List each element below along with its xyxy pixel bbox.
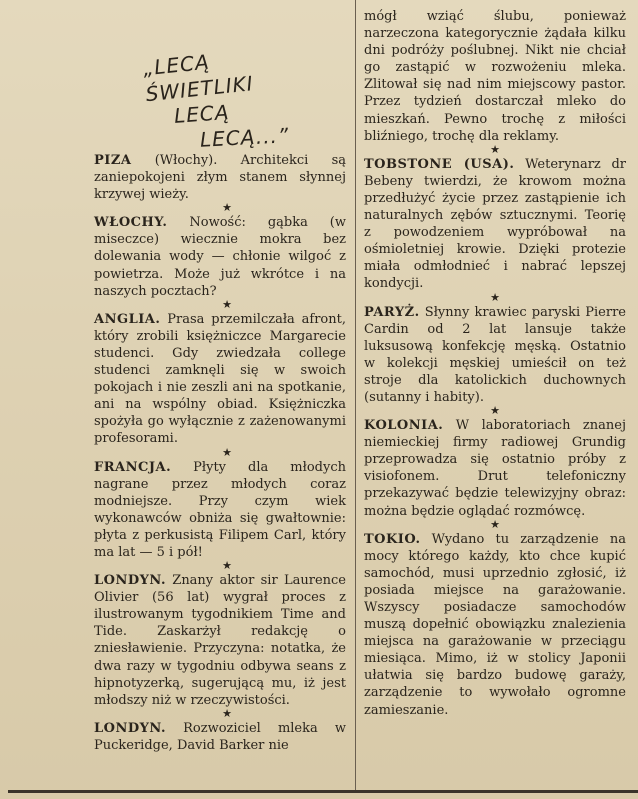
star-separator: ★ <box>222 706 232 720</box>
news-text: Prasa przemilczała afront, który zrobili księżniczce Margarecie studenci. Gdy zwiedzała college studenci zamknęli się w swoich pokojach i nie zeszli ani na spotkanie, ani na wspólny obiad. Księżniczka spożyła go wyłącznie z zażenowanymi profesorami. <box>94 311 346 447</box>
star-separator: ★ <box>490 142 500 156</box>
place-name: TOBSTONE (USA). <box>364 156 515 172</box>
bottom-rule <box>8 790 638 793</box>
left-column <box>94 152 346 754</box>
news-text: W laboratoriach znanej niemieckiej firmy radiowej Grundig przeprowadza się ostatnio próby z visiofonem. Drut telefoniczny przekazywać będzie telewizyjny obraz: można będzie oglądać rozmówcę. <box>364 418 626 519</box>
place-name: TOKIO. <box>364 531 421 547</box>
place-name: KOLONIA. <box>364 418 444 434</box>
news-item <box>94 214 346 299</box>
news-item <box>364 304 626 407</box>
news-item <box>94 572 346 709</box>
news-text: Wydano tu zarządzenie na mocy którego każdy, kto chce kupić samochód, musi uprzednio zgłosić, iż posiada miejsce na garażowanie. Wszyscy posiadacze samochodów muszą dopełnić obowiązku znalezienia miejsca na garażowanie w przeciągu miesiąca. Mimo, iż w stolicy Japonii ułatwia się bardzo budowę garaży, zarządzenie to wywołało ogromne zamieszanie. <box>364 531 626 718</box>
news-text: mógł wziąć ślubu, ponieważ narzeczona kategorycznie żądała kilku dni podróży poślubnej. Nikt nie chciał go zastąpić w rozwożeniu mleka. Zlitował się nad nim miejscowy pastor. Przez tydzień dostarczał mleko do mieszkań. Pewno trochę z miłości bliźniego, trochę dla reklamy. <box>364 9 626 144</box>
heading-line-1: „LECĄ ŚWIETLIKI <box>141 49 255 107</box>
news-text: (Włochy). Architekci są zaniepokojeni złym stanem słynnej krzywej wieży. <box>94 153 346 203</box>
news-text: Nowość: gąbka (w miseczce) wiecznie mokra bez dolewania wody — chłonie wilgoć z powietrza. Może już wkrótce i na naszych pocztach? <box>94 215 346 299</box>
place-name: WŁOCHY. <box>94 215 168 231</box>
news-text: Weterynarz dr Bebeny twierdzi, że krowom można przedłużyć życie przez zastąpienie ich naturalnych zębów sztucznymi. Teorię z powodzeniem wypróbował na ośmioletniej krowie. Dzięki protezie miała odmłodnieć i nabrać lepszej kondycji. <box>364 156 626 292</box>
place-name: LONDYN. <box>94 573 166 589</box>
news-text: Znany aktor sir Laurence Olivier (56 lat) wygrał proces z ilustrowanym tygodnikiem Time and Tide. Zaskarżył redakcję o zniesławienie. Przyczyna: notatka, że dwa razy w tygodniu odbywa seans z hipnotyzerką, sugerującą mu, iż jest młodszy niż w rzeczywistości. <box>94 573 346 708</box>
star-separator: ★ <box>490 404 500 418</box>
star-separator: ★ <box>222 559 232 573</box>
heading-line-3: LECĄ...” <box>199 123 290 152</box>
star-separator: ★ <box>222 201 232 215</box>
news-item <box>364 156 626 293</box>
column-divider <box>355 0 356 790</box>
star-separator: ★ <box>490 517 500 531</box>
news-item <box>94 720 346 754</box>
place-name: LONDYN. <box>94 720 166 736</box>
star-separator: ★ <box>490 290 500 304</box>
place-name: PIZA <box>94 153 132 168</box>
star-separator: ★ <box>222 445 232 459</box>
news-item <box>94 152 346 203</box>
news-item <box>364 8 626 145</box>
section-heading <box>130 48 300 152</box>
news-item <box>364 531 626 719</box>
place-name: ANGLIA. <box>94 311 161 327</box>
news-text: Słynny krawiec paryski Pierre Cardin od 2 lat lansuje także luksusową konfekcję męską. Ostatnio w kolekcji męskiej umieścił on też stroje dla katolickich duchownych (sutanny i habity). <box>364 304 626 405</box>
news-item <box>94 311 346 448</box>
right-column <box>364 8 626 719</box>
news-text: Rozwoziciel mleka w Puckeridge, David Barker nie <box>94 720 346 753</box>
place-name: FRANCJA. <box>94 459 172 475</box>
place-name: PARYŻ. <box>364 304 420 320</box>
heading-line-2: LECĄ <box>173 100 231 128</box>
news-item <box>364 417 626 520</box>
news-text: Płyty dla młodych nagrane przez młodych coraz modniejsze. Przy czym wiek wykonawców obniża się gwałtownie: płyta z perkusistą Filipem Carl, który ma lat — 5 i pół! <box>94 459 346 560</box>
star-separator: ★ <box>222 297 232 311</box>
news-item <box>94 459 346 562</box>
